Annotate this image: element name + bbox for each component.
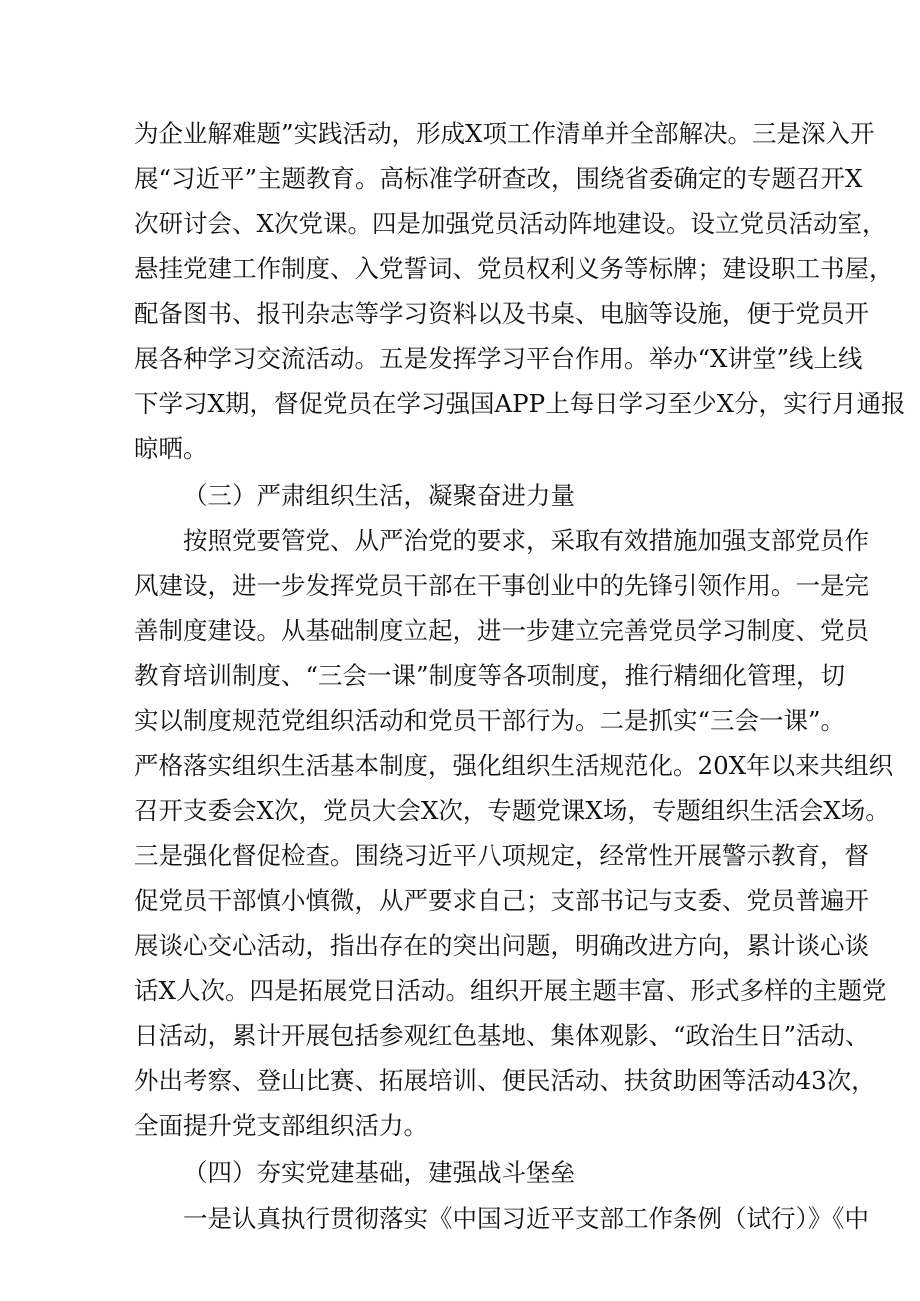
text-line: 全面提升党支部组织活力。 — [134, 1111, 428, 1140]
text-line: 教育培训制度、“三会一课”制度等各项制度，推行精细化管理，切 — [134, 661, 846, 690]
text-line: 召开支委会X次，党员大会X次，专题党课X场，专题组织生活会X场。 — [134, 796, 890, 825]
text-line: 三是强化督促检查。围绕习近平八项规定，经常性开展警示教育，督 — [134, 841, 869, 870]
text-line: 话X人次。四是拓展党日活动。组织开展主题丰富、形式多样的主题党 — [134, 976, 887, 1005]
section-heading: （三）严肃组织生活，凝聚奋进力量 — [183, 481, 575, 510]
text-line: 按照党要管党、从严治党的要求，采取有效措施加强支部党员作 — [183, 526, 869, 555]
text-line: 展各种学习交流活动。五是发挥学习平台作用。举办“X讲堂”线上线 — [134, 344, 863, 373]
text-line: 日活动，累计开展包括参观红色基地、集体观影、“政治生日”活动、 — [134, 1021, 870, 1050]
text-line: 配备图书、报刊杂志等学习资料以及书桌、电脑等设施，便于党员开 — [134, 299, 869, 328]
text-line: 展“习近平”主题教育。高标准学研查改，围绕省委确定的专题召开X — [134, 164, 863, 193]
text-line: 严格落实组织生活基本制度，强化组织生活规范化。20X年以来共组织 — [134, 751, 894, 780]
text-line: 展谈心交心活动，指出存在的突出问题，明确改进方向，累计谈心谈 — [134, 931, 869, 960]
text-line: 促党员干部慎小慎微，从严要求自己；支部书记与支委、党员普遍开 — [134, 886, 869, 915]
text-line: 悬挂党建工作制度、入党誓词、党员权利义务等标牌；建设职工书屋， — [134, 254, 894, 283]
text-line: 外出考察、登山比赛、拓展培训、便民活动、扶贫助困等活动43次， — [134, 1066, 876, 1095]
text-line: 一是认真执行贯彻落实《中国习近平支部工作条例（试行）》《中 — [183, 1204, 869, 1233]
text-line: 晾晒。 — [134, 434, 208, 463]
section-heading: （四）夯实党建基础，建强战斗堡垒 — [183, 1158, 575, 1187]
text-line: 次研讨会、X次党课。四是加强党员活动阵地建设。设立党员活动室， — [134, 209, 887, 238]
text-line: 风建设，进一步发挥党员干部在干事创业中的先锋引领作用。一是完 — [134, 571, 869, 600]
text-line: 实以制度规范党组织活动和党员干部行为。二是抓实“三会一课”。 — [134, 706, 846, 735]
text-line: 善制度建设。从基础制度立起，进一步建立完善党员学习制度、党员 — [134, 616, 869, 645]
text-line: 下学习X期，督促党员在学习强国APP上每日学习至少X分，实行月通报 — [134, 389, 906, 418]
text-line: 为企业解难题”实践活动，形成X项工作清单并全部解决。三是深入开 — [134, 119, 875, 148]
